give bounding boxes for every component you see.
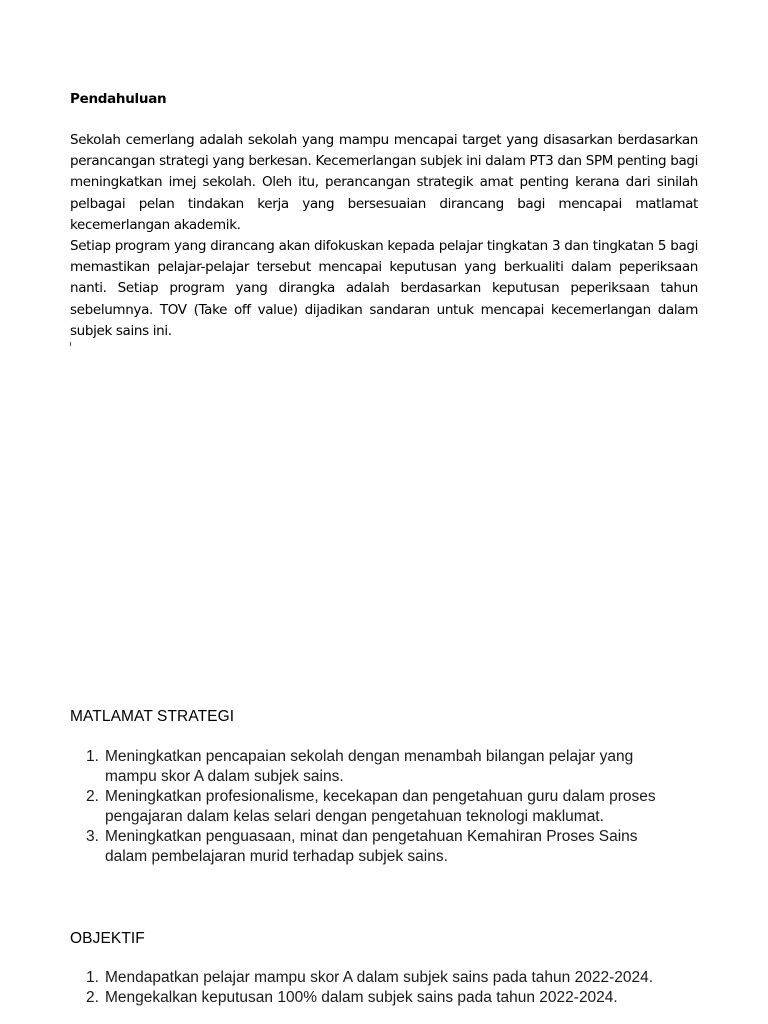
intro-heading: Pendahuluan xyxy=(70,91,167,107)
list-item xyxy=(70,968,670,988)
list-item-number: 1. xyxy=(86,748,99,765)
list-item-text: Meningkatkan pencapaian sekolah dengan menambah bilangan pelajar yang mampu skor A dalam subjek sains. xyxy=(105,748,634,785)
goals-list xyxy=(70,747,670,867)
stray-mark xyxy=(70,342,71,346)
list-item-text: Meningkatkan profesionalisme, kecekapan dan pengetahuan guru dalam proses pengajaran dalam kelas selari dengan pengetahuan teknologi maklumat. xyxy=(105,788,656,825)
objectives-heading: OBJEKTIF xyxy=(70,930,145,947)
list-item-text: Meningkatkan penguasaan, minat dan pengetahuan Kemahiran Proses Sains dalam pembelajaran murid terhadap subjek sains. xyxy=(105,828,638,865)
intro-body xyxy=(70,130,698,342)
list-item-text: Mendapatkan pelajar mampu skor A dalam subjek sains pada tahun 2022-2024. xyxy=(105,969,654,986)
list-item xyxy=(70,827,670,867)
list-item-number: 2. xyxy=(86,788,99,805)
intro-paragraph-2: Setiap program yang dirancang akan difokuskan kepada pelajar tingkatan 3 dan tingkatan 5 bagi memastikan pelajar-pelajar tersebut mencapai keputusan yang berkualiti dalam peperiksaan nanti. Setiap program yang dirangka adalah berdasarkan keputusan peperiksaan tahun sebelumnya. TOV (Take off value) dijadikan sandaran untuk mencapai kecemerlangan dalam subjek sains ini. xyxy=(70,238,698,339)
list-item xyxy=(70,988,670,1008)
list-item-number: 2. xyxy=(86,989,99,1006)
list-item-number: 1. xyxy=(86,969,99,986)
list-item xyxy=(70,787,670,827)
objectives-list xyxy=(70,968,670,1008)
intro-paragraph-1: Sekolah cemerlang adalah sekolah yang mampu mencapai target yang disasarkan berdasarkan perancangan strategi yang berkesan. Kecemerlangan subjek ini dalam PT3 dan SPM penting bagi meningkatkan imej sekolah. Oleh itu, perancangan strategik amat penting kerana dari sinilah pelbagai pelan tindakan kerja yang bersesuaian dirancang bagi mencapai matlamat kecemerlangan akademik. xyxy=(70,132,698,233)
list-item xyxy=(70,747,670,787)
goals-heading: MATLAMAT STRATEGI xyxy=(70,708,235,725)
list-item-text: Mengekalkan keputusan 100% dalam subjek sains pada tahun 2022-2024. xyxy=(105,989,618,1006)
list-item-number: 3. xyxy=(86,828,99,845)
